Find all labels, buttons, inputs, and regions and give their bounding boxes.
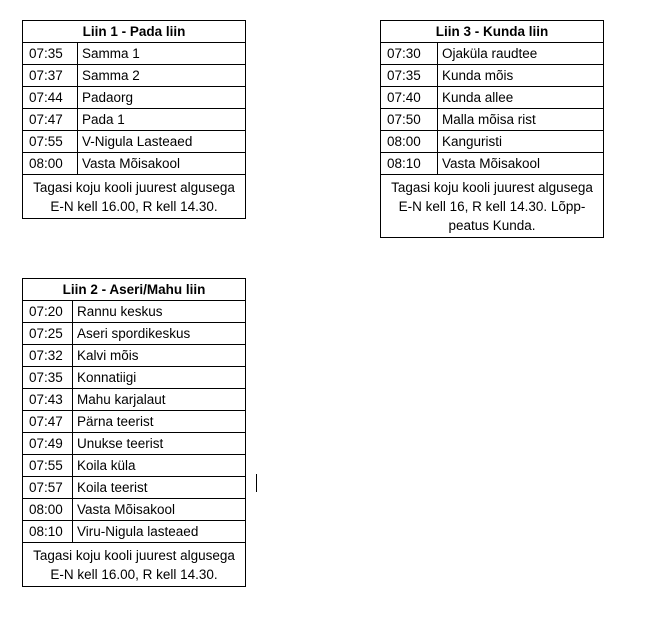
stop-time: 07:35 [381,65,438,87]
stop-row [23,109,246,131]
stop-name: Rannu keskus [73,301,246,323]
stop-row [381,87,604,109]
stop-row [23,87,246,109]
stop-time: 08:00 [381,131,438,153]
stop-time: 07:50 [381,109,438,131]
stop-row [23,521,246,543]
stop-name: Konnatiigi [73,367,246,389]
stop-time: 08:00 [23,153,78,175]
stop-time: 07:47 [23,109,78,131]
stop-name: Pada 1 [78,109,246,131]
stop-time: 07:55 [23,131,78,153]
stop-name: Vasta Mõisakool [438,153,604,175]
stop-name: Vasta Mõisakool [73,499,246,521]
stop-name: Ojaküla raudtee [438,43,604,65]
stop-time: 08:10 [381,153,438,175]
route-2-title: Liin 2 - Aseri/Mahu liin [23,279,246,301]
stop-time: 07:49 [23,433,73,455]
stop-time: 07:35 [23,43,78,65]
stop-name: Kanguristi [438,131,604,153]
stop-time: 07:30 [381,43,438,65]
route-2-table [22,278,246,587]
route-2-stops [23,301,246,543]
stop-row [23,455,246,477]
stop-name: V-Nigula Lasteaed [78,131,246,153]
stop-name: Padaorg [78,87,246,109]
stop-row [23,153,246,175]
route-1-title: Liin 1 - Pada liin [23,21,246,43]
stop-name: Kunda allee [438,87,604,109]
stop-name: Viru-Nigula lasteaed [73,521,246,543]
stop-row [23,367,246,389]
stop-name: Pärna teerist [73,411,246,433]
stop-name: Aseri spordikeskus [73,323,246,345]
route-2-return-note: Tagasi koju kooli juurest algusega E-N kell 16.00, R kell 14.30. [23,543,246,587]
route-3-table [380,20,604,238]
stop-time: 07:32 [23,345,73,367]
stop-time: 07:47 [23,411,73,433]
stop-row [23,433,246,455]
stop-name: Malla mõisa rist [438,109,604,131]
text-cursor [256,474,257,492]
stop-time: 08:00 [23,499,73,521]
stop-name: Samma 1 [78,43,246,65]
stop-row [381,131,604,153]
stop-time: 07:44 [23,87,78,109]
stop-time: 08:10 [23,521,73,543]
stop-row [23,323,246,345]
route-1-table [22,20,246,219]
stop-row [23,301,246,323]
stop-row [381,153,604,175]
stop-row [381,65,604,87]
stop-row [381,109,604,131]
stop-name: Kalvi mõis [73,345,246,367]
route-3-stops [381,43,604,175]
stop-time: 07:37 [23,65,78,87]
stop-time: 07:20 [23,301,73,323]
stop-time: 07:55 [23,455,73,477]
stop-name: Samma 2 [78,65,246,87]
stop-time: 07:57 [23,477,73,499]
stop-row [23,345,246,367]
stop-time: 07:40 [381,87,438,109]
route-1-return-note: Tagasi koju kooli juurest algusega E-N kell 16.00, R kell 14.30. [23,175,246,219]
stop-row [23,477,246,499]
stop-name: Koila küla [73,455,246,477]
stop-name: Unukse teerist [73,433,246,455]
stop-name: Kunda mõis [438,65,604,87]
route-3-title: Liin 3 - Kunda liin [381,21,604,43]
route-1-stops [23,43,246,175]
stop-row [23,65,246,87]
stop-row [23,499,246,521]
stop-row [381,43,604,65]
stop-name: Mahu karjalaut [73,389,246,411]
stop-time: 07:25 [23,323,73,345]
stop-row [23,43,246,65]
stop-row [23,131,246,153]
stop-row [23,389,246,411]
stop-name: Vasta Mõisakool [78,153,246,175]
route-3-return-note: Tagasi koju kooli juurest algusega E-N kell 16, R kell 14.30. Lõpp-peatus Kunda. [381,175,604,238]
stop-time: 07:43 [23,389,73,411]
stop-name: Koila teerist [73,477,246,499]
stop-row [23,411,246,433]
stop-time: 07:35 [23,367,73,389]
